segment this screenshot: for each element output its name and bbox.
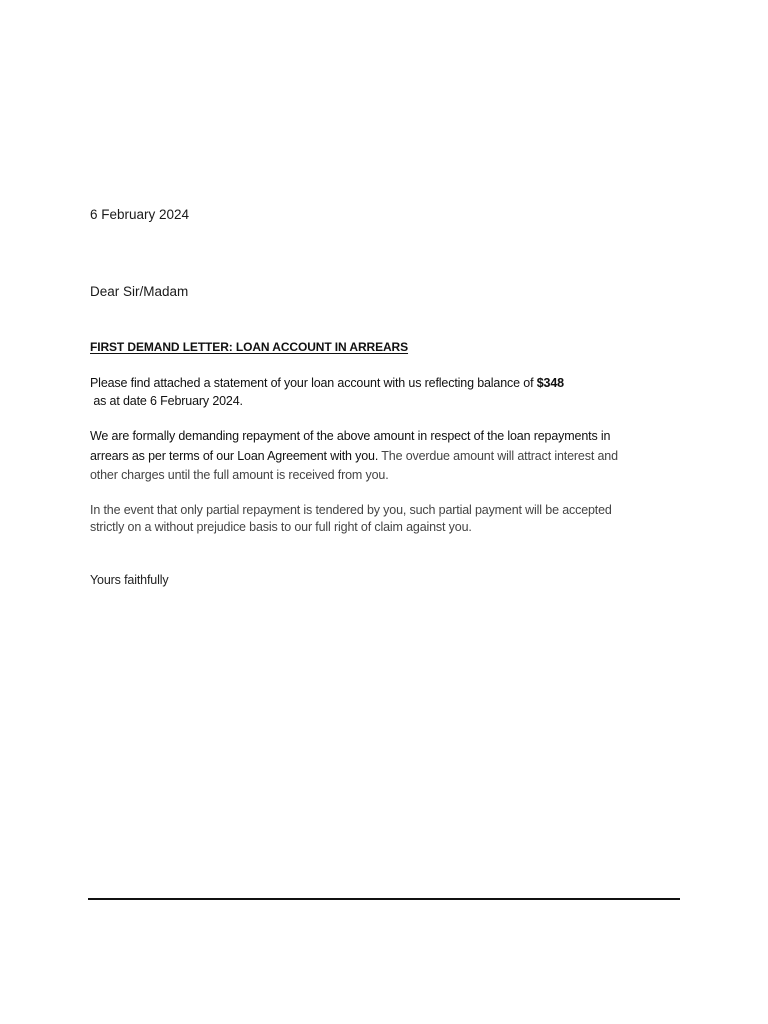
paragraph-partial-payment (90, 502, 612, 536)
paragraph-demand-line-1: We are formally demanding repayment of the above amount in respect of the loan repayments in (90, 429, 611, 443)
paragraph-demand-line-2 (90, 447, 618, 467)
paragraph-balance-line-2: as at date 6 February 2024. (90, 394, 243, 408)
letter-date: 6 February 2024 (90, 207, 190, 222)
demand-line-2-dark: arrears as per terms of our Loan Agreement with you. (90, 448, 379, 463)
subject-heading: FIRST DEMAND LETTER: LOAN ACCOUNT IN ARREARS (90, 340, 409, 354)
paragraph-partial-line-2: strictly on a without prejudice basis to our full right of claim against you. (90, 520, 472, 534)
paragraph-balance-line-1 (90, 374, 564, 392)
paragraph-partial-line-1: In the event that only partial repayment is tendered by you, such partial payment will be accepted (90, 503, 612, 517)
signature-divider (88, 898, 680, 900)
paragraph-balance-statement (90, 374, 564, 410)
demand-line-2-light: The overdue amount will attract interest and (378, 448, 618, 463)
closing: Yours faithfully (90, 573, 169, 587)
paragraph-demand-line-3: other charges until the full amount is received from you. (90, 468, 389, 482)
balance-amount: $348 (536, 376, 564, 390)
balance-text: Please find attached a statement of your loan account with us reflecting balance of (90, 376, 537, 390)
paragraph-demand (90, 427, 618, 486)
salutation: Dear Sir/Madam (90, 284, 189, 299)
